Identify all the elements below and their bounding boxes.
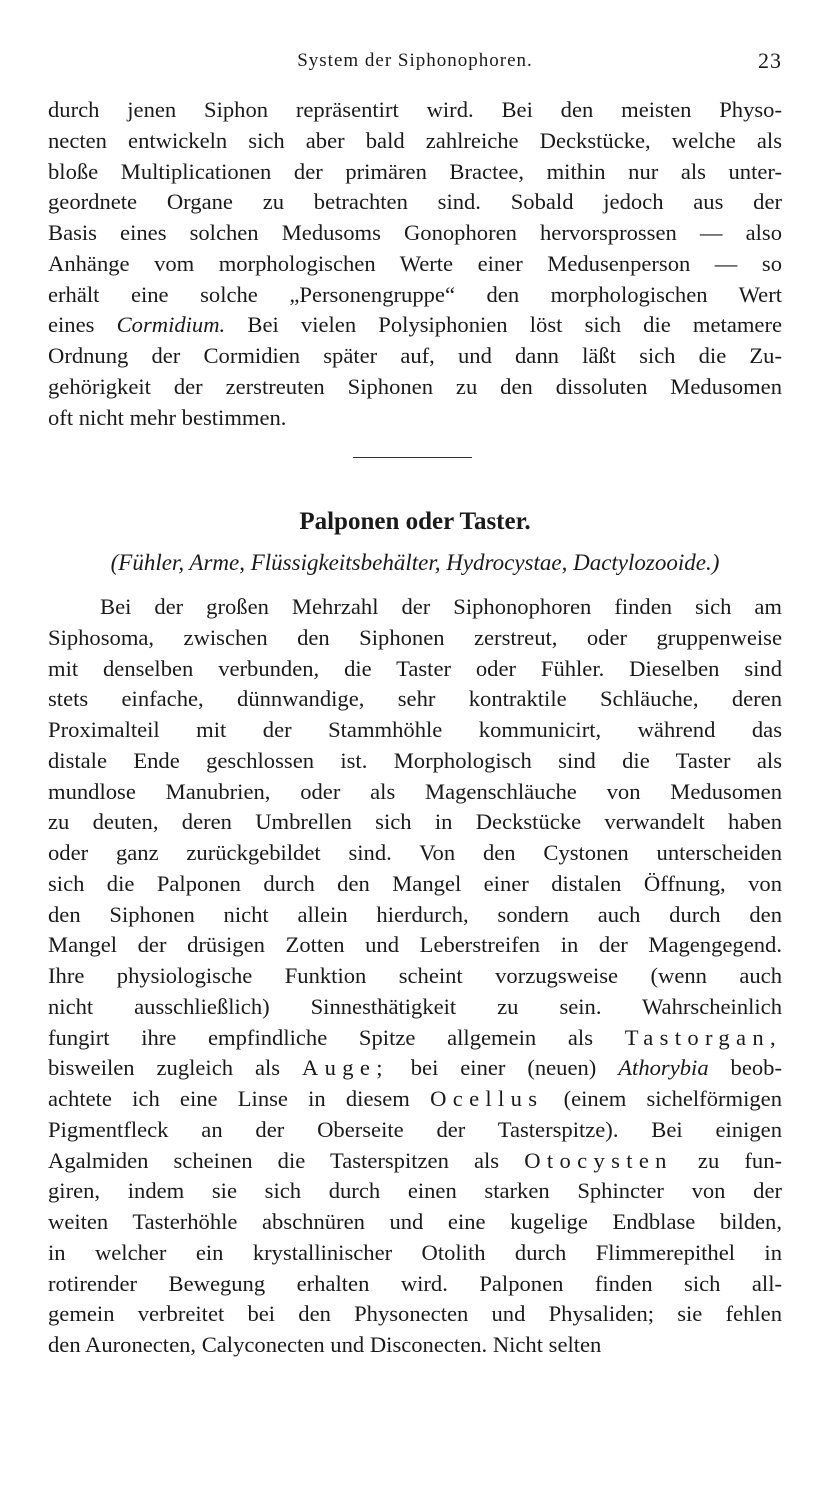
text-line: Basis eines solchen Medusoms Gonophoren hervorsprossen — also — [48, 220, 782, 245]
text-line: mundlose Manubrien, oder als Magenschläuche von Medusomen — [48, 778, 782, 804]
text-line: Bei der großen Mehrzahl der Siphonophoren finden sich am — [100, 594, 782, 619]
text-line: stets einfache, dünnwandige, sehr kontraktile Schläuche, deren — [48, 686, 782, 712]
page-number: 23 — [758, 48, 782, 73]
text-line: den Siphonen nicht allein hierdurch, sondern auch durch den — [48, 901, 782, 927]
text-line: bisweilen zugleich als Auge; bei einer (neuen) Athorybia beob- — [48, 1055, 782, 1081]
text-line: gehörigkeit der zerstreuten Siphonen zu den dissoluten Medusomen — [48, 373, 782, 399]
section-heading: Palponen oder Taster. — [299, 508, 531, 535]
paragraph-2 — [48, 592, 782, 1361]
text-line: Pigmentfleck an der Oberseite der Tasterspitze). Bei einigen — [48, 1116, 782, 1142]
text-line: necten entwickeln sich aber bald zahlreiche Deckstücke, welche als — [48, 127, 782, 153]
text-line: mit denselben verbunden, die Taster oder Fühler. Dieselben sind — [48, 655, 782, 681]
text-line: sich die Palponen durch den Mangel einer distalen Öffnung, von — [48, 870, 782, 896]
text-line: Mangel der drüsigen Zotten und Leberstreifen in der Magengegend. — [48, 932, 782, 958]
text-line: fungirt ihre empfindliche Spitze allgemein als Tastorgan, — [48, 1024, 782, 1050]
text-line: weiten Tasterhöhle abschnüren und eine kugelige Endblase bilden, — [48, 1209, 782, 1234]
text-line: gemein verbreitet bei den Physonecten und Physaliden; sie fehlen — [48, 1301, 782, 1327]
text-line: nicht ausschließlich) Sinnesthätigkeit zu sein. Wahrscheinlich — [48, 993, 782, 1019]
text-line: Proximalteil mit der Stammhöhle kommunicirt, während das — [48, 717, 782, 742]
text-line: eines Cormidium. Bei vielen Polysiphonien löst sich die metamere — [48, 312, 782, 338]
text-line: giren, indem sie sich durch einen starken Sphincter von der — [48, 1178, 782, 1204]
running-head-title: System der Siphonophoren. — [297, 50, 533, 71]
text-line: Anhänge vom morphologischen Werte einer Medusenperson — so — [48, 250, 782, 276]
running-head — [48, 50, 782, 82]
text-line: zu deuten, deren Umbrellen sich in Deckstücke verwandelt haben — [48, 809, 782, 835]
text-line: rotirender Bewegung erhalten wird. Palponen finden sich all- — [48, 1270, 782, 1296]
text-line: distale Ende geschlossen ist. Morphologisch sind die Taster als — [48, 747, 782, 773]
text-line: den Auronecten, Calyconecten und Disconecten. Nicht selten — [48, 1332, 602, 1357]
text-line: oder ganz zurückgebildet sind. Von den Cystonen unterscheiden — [48, 840, 782, 865]
paragraph-1 — [48, 95, 782, 433]
text-line: achtete ich eine Linse in diesem Ocellus (einem sichelförmigen — [48, 1086, 783, 1111]
text-line: Agalmiden scheinen die Tasterspitzen als Otocysten zu fun- — [48, 1147, 783, 1173]
text-line: geordnete Organe zu betrachten sind. Sobald jedoch aus der — [48, 189, 782, 215]
section-divider — [353, 457, 472, 458]
section-subheading: (Fühler, Arme, Flüssigkeitsbehälter, Hydrocystae, Dactylozooide.) — [110, 550, 720, 575]
text-line: Ihre physiologische Funktion scheint vorzugsweise (wenn auch — [48, 963, 782, 988]
text-line: erhält eine solche „Personengruppe“ den morphologischen Wert — [48, 281, 782, 307]
text-line: oft nicht mehr bestimmen. — [48, 404, 287, 430]
text-line: Siphosoma, zwischen den Siphonen zerstreut, oder gruppenweise — [48, 624, 782, 650]
text-line: in welcher ein krystallinischer Otolith durch Flimmerepithel in — [48, 1239, 782, 1265]
text-line: Ordnung der Cormidien später auf, und dann läßt sich die Zu- — [48, 343, 782, 368]
text-line: durch jenen Siphon repräsentirt wird. Bei den meisten Physo- — [48, 97, 782, 122]
text-line: bloße Multiplicationen der primären Bractee, mithin nur als unter- — [48, 158, 782, 184]
